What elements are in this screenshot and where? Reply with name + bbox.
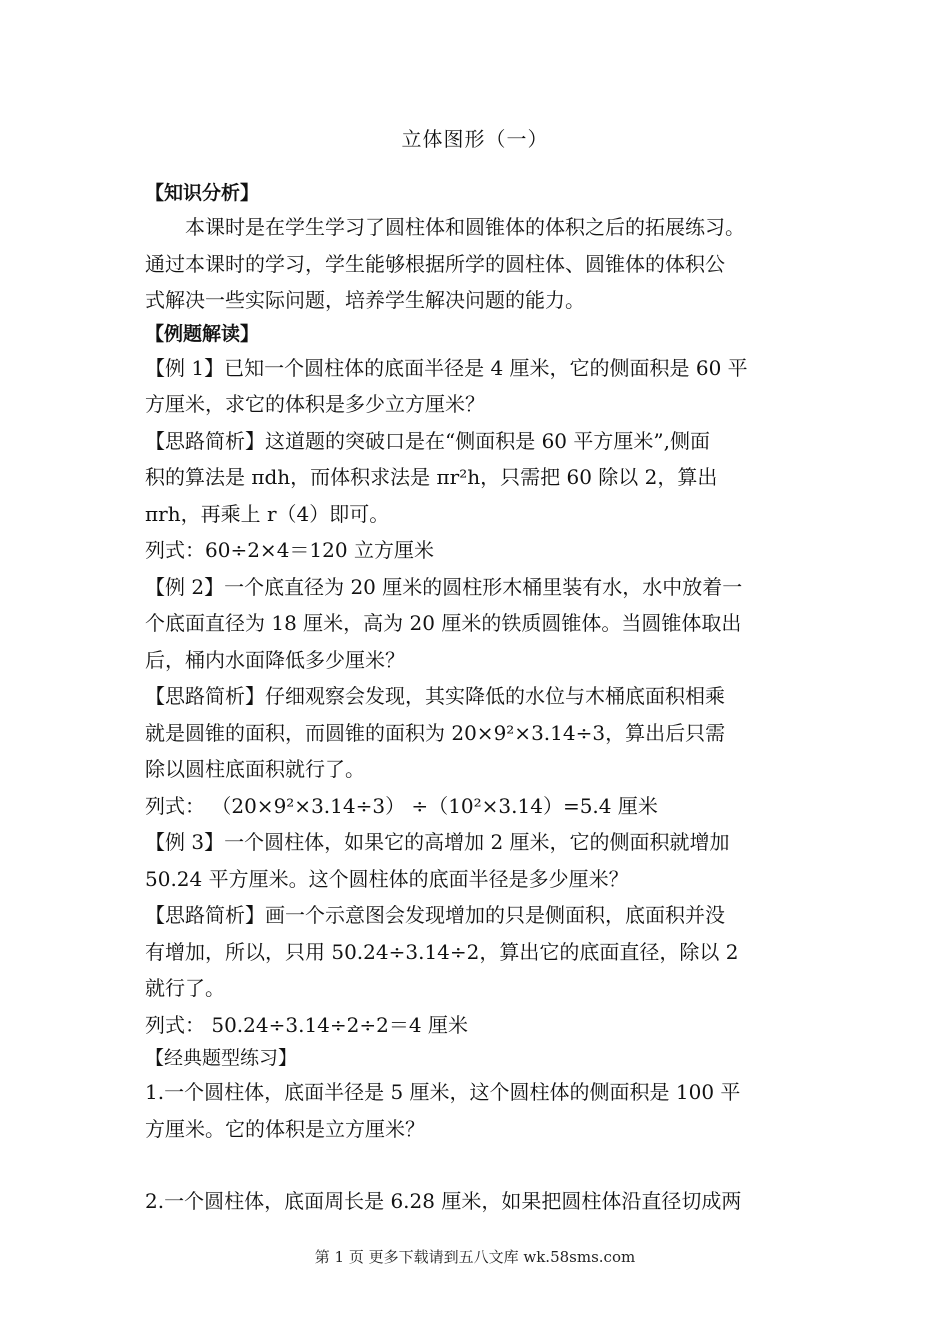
example-3-formula: 列式： 50.24÷3.14÷2÷2＝4 厘米 <box>145 1012 468 1037</box>
example-1-line: 【例 1】已知一个圆柱体的底面半径是 4 厘米，它的侧面积是 60 平 <box>145 355 748 380</box>
example-2-line: 后，桶内水面降低多少厘米？ <box>145 647 405 672</box>
example-3-analysis-line: 就行了。 <box>145 976 225 1000</box>
document-body <box>145 178 810 1220</box>
blank-answer-space <box>145 1147 810 1183</box>
example-3-line: 【例 3】一个圆柱体，如果它的高增加 2 厘米，它的侧面积就增加 <box>145 830 730 854</box>
example-3-analysis-line: 【思路简析】画一个示意图会发现增加的只是侧面积，底面积并没 <box>145 903 725 927</box>
example-2-line: 个底面直径为 18 厘米，高为 20 厘米的铁质圆锥体。当圆锥体取出 <box>145 611 742 635</box>
practice-question-2-line: 2.一个圆柱体，底面周长是 6.28 厘米，如果把圆柱体沿直径切成两 <box>145 1189 742 1213</box>
example-2-analysis-line: 【思路简析】仔细观察会发现，其实降低的水位与木桶底面积相乘 <box>145 684 725 708</box>
page-footer: 第 1 页 更多下载请到五八文库 wk.58sms.com <box>314 1248 636 1266</box>
section-heading-knowledge: 【知识分析】 <box>145 182 260 204</box>
example-1-analysis-line: 【思路简析】这道题的突破口是在“侧面积是 60 平方厘米”,侧面 <box>145 428 710 453</box>
section-heading-examples: 【例题解读】 <box>145 322 260 345</box>
paragraph-line: 式解决一些实际问题，培养学生解决问题的能力。 <box>145 288 585 312</box>
example-1-line: 方厘米，求它的体积是多少立方厘米？ <box>145 392 485 416</box>
example-1-formula: 列式：60÷2×4＝120 立方厘米 <box>145 538 434 562</box>
example-2-analysis-line: 除以圆柱底面积就行了。 <box>145 757 365 781</box>
practice-question-1-line: 方厘米。它的体积是立方厘米？ <box>145 1116 425 1141</box>
example-2-analysis-line: 就是圆锥的面积，而圆锥的面积为 20×9²×3.14÷3，算出后只需 <box>145 720 726 745</box>
example-1-analysis-line: 积的算法是 πdh，而体积求法是 πr²h，只需把 60 除以 2，算出 <box>145 465 718 489</box>
example-3-line: 50.24 平方厘米。这个圆柱体的底面半径是多少厘米？ <box>145 866 629 891</box>
page-title: 立体图形（一） <box>401 127 549 151</box>
example-3-analysis-line: 有增加，所以，只用 50.24÷3.14÷2，算出它的底面直径，除以 2 <box>145 939 739 964</box>
example-1-analysis-line: πrh，再乘上 r（4）即可。 <box>145 501 390 526</box>
paragraph-line: 通过本课时的学习，学生能够根据所学的圆柱体、圆锥体的体积公 <box>145 251 725 276</box>
section-heading-practice: 【经典题型练习】 <box>145 1047 298 1069</box>
practice-question-1-line: 1.一个圆柱体，底面半径是 5 厘米，这个圆柱体的侧面积是 100 平 <box>145 1080 741 1104</box>
example-2-formula: 列式： （20×9²×3.14÷3） ÷（10²×3.14）=5.4 厘米 <box>145 793 658 818</box>
example-2-line: 【例 2】一个底直径为 20 厘米的圆柱形木桶里装有水，水中放着一 <box>145 574 743 599</box>
paragraph-line: 本课时是在学生学习了圆柱体和圆锥体的体积之后的拓展练习。 <box>185 215 745 239</box>
